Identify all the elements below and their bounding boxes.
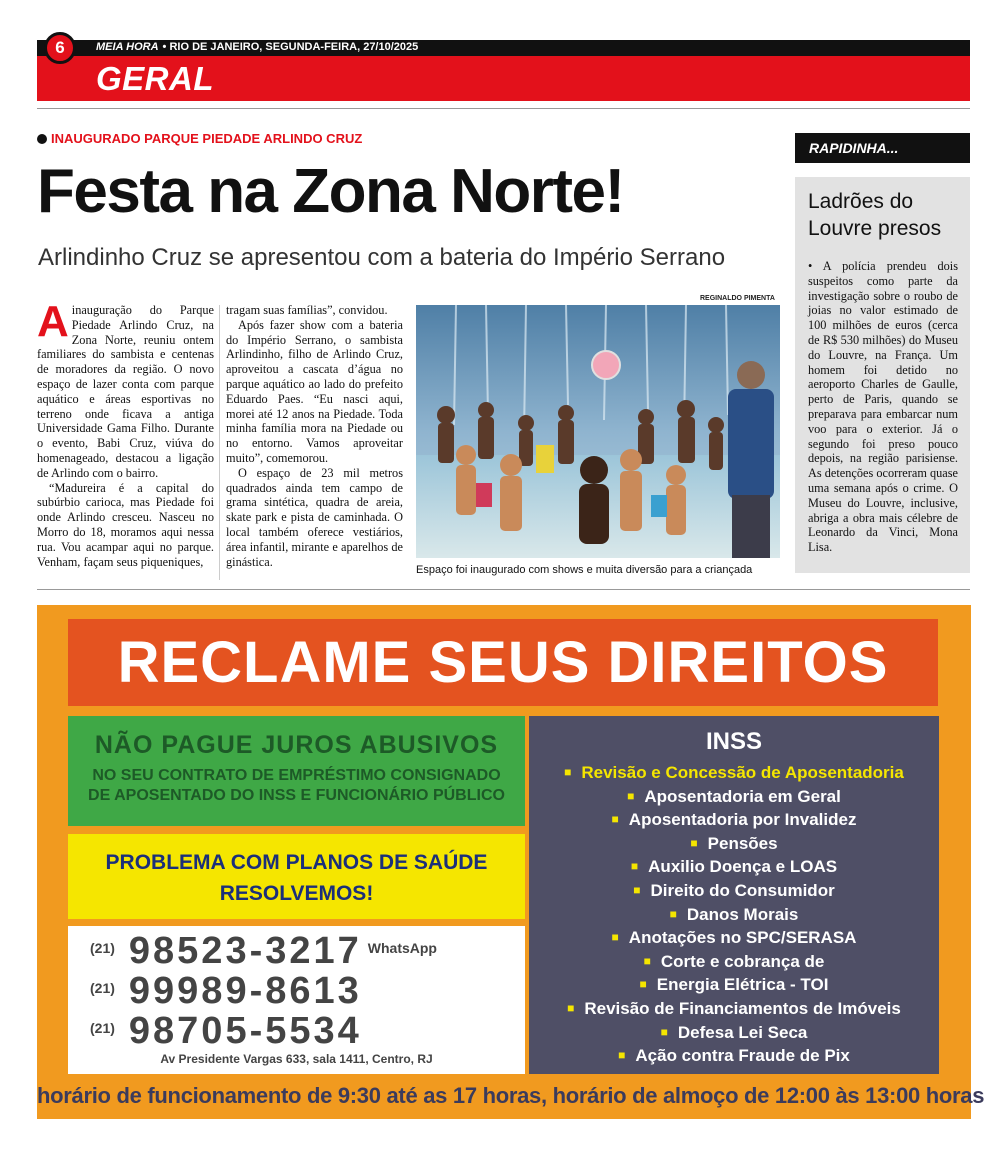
phone-number[interactable]: 98523-3217 [128,930,362,972]
bullet-icon: ■ [630,859,639,874]
bullet-icon: ■ [669,906,677,921]
bullet-icon: ■ [690,835,698,850]
article-column-1 [37,297,214,569]
bullet-icon [37,134,47,144]
subheadline: Arlindinho Cruz se apresentou com a bateria do Império Serrano [38,244,726,271]
ad-green-box [68,716,525,826]
publication-name: MEIA HORA [96,41,159,53]
ad-yellow-line-1: PROBLEMA COM PLANOS DE SAÚDE [105,851,488,874]
column-divider [219,305,220,580]
list-item: ■ Anotações no SPC/SERASA [611,928,857,948]
phone-number[interactable]: 98705-5534 [128,1010,362,1052]
list-item: ■ Pensões [690,833,778,853]
headline: Festa na Zona Norte! [37,157,624,226]
list-item: ■ Ação contra Fraude de Pix [618,1046,850,1066]
ad-yellow-line-2: RESOLVEMOS! [219,882,374,905]
list-item: ■ Corte e cobrança de [643,951,825,971]
ad-yellow-box [68,834,525,919]
list-item: ■ Energia Elétrica - TOI [639,975,829,995]
article-paragraph: O espaço de 23 mil metros quadrados ainda tem campo de grama sintética, quadra de areia, skate park e pista de caminhada. O local também oferece vestiários, área infantil, mirante e aparelhos de ginástica. [226,465,403,569]
list-item: ■ Danos Morais [669,904,799,924]
phone-number[interactable]: 99989-8613 [128,970,362,1012]
ad-hours: horário de funcionamento de 9:30 até as 17 horas, horário de almoço de 12:00 às 13:00 horas [37,1083,985,1108]
phone-line: (21) 98523-3217 WhatsApp [90,930,437,972]
bullet-icon: ■ [639,977,647,992]
ad-banner: RECLAME SEUS DIREITOS [68,619,938,706]
kicker-text: INAUGURADO PARQUE PIEDADE ARLINDO CRUZ [51,131,363,146]
list-item: ■ Defesa Lei Seca [660,1022,808,1042]
list-item: ■ Auxilio Doença e LOAS [630,857,838,877]
sidebar-text: • A polícia prendeu dois suspeitos como parte da investigação sobre o roubo de joias no valor estimado de 100 milhões de euros (cerca de R$ 530 milhões) do Museu do Louvre, na França. Um homem foi detido no aeroporto Charles de Gaulle, perto de Paris, quando se preparava para embarcar num voo para o exterior. Já o segundo foi preso pouco depois, na região parisiense. As detenções ocorreram quase uma semana após o crime. O Museu do Louvre, inclusive, abriga a obra mais célebre de Leonardo da Vinci, Mona Lisa. [808,259,958,555]
divider [37,108,970,109]
inss-title: INSS [705,728,762,755]
bullet-icon: ■ [567,1000,575,1015]
kicker [37,131,362,146]
bullet-icon: ■ [660,1024,668,1039]
divider [37,589,970,590]
list-item: ■ Aposentadoria em Geral [627,786,841,806]
article-paragraph: “Madureira é a capital do subúrbio carioca, mas Piedade foi onde Arlindo cresceu. Nasceu no Morro do 18, moramos aqui nessa rua. Vou acampar aqui no parque. Venham, façam seus piqueniques, [37,480,214,569]
ad-green-line-1: NO SEU CONTRATO DE EMPRÉSTIMO CONSIGNADO [92,767,501,784]
list-item: ■ Revisão de Financiamentos de Imóveis [567,998,901,1018]
ad-inss-box [529,716,939,1074]
phone-line: (21) 98705-5534 [90,1010,362,1052]
whatsapp-label: WhatsApp [367,940,437,956]
phone-line: (21) 99989-8613 [90,970,362,1012]
page-number: 6 [44,32,76,64]
section-title: GERAL [96,60,214,97]
list-item: ■ Aposentadoria por Invalidez [611,810,857,830]
article-photo [416,305,780,558]
ad-green-title: NÃO PAGUE JUROS ABUSIVOS [94,731,499,759]
bullet-icon: ■ [633,882,641,897]
water-park-crowd-image [416,305,780,558]
list-item: ■ Revisão e Concessão de Aposentadoria [564,763,904,782]
bullet-icon: ■ [611,812,619,827]
photo-caption: Espaço foi inaugurado com shows e muita diversão para a criançada [416,564,753,576]
ad-address: Av Presidente Vargas 633, sala 1411, Centro, RJ [160,1052,433,1066]
dateline: • RIO DE JANEIRO, SEGUNDA-FEIRA, 27/10/2025 [162,41,419,53]
article-paragraph: tragam suas famílias”, convidou. [226,303,388,317]
sidebar-tag: RAPIDINHA... [795,133,970,163]
list-item: ■ Direito do Consumidor [633,880,835,900]
bullet-icon: ■ [611,930,619,945]
bullet-icon: ■ [643,953,651,968]
bullet-icon: ■ [618,1048,626,1063]
sidebar-title: Ladrões do Louvre presos [808,190,942,240]
bullet-icon: ■ [627,788,635,803]
ad-green-line-2: DE APOSENTADO DO INSS E FUNCIONÁRIO PÚBLICO [88,787,505,804]
ad-phone-box [68,926,525,1074]
article-column-2 [226,303,403,569]
article-paragraph: Após fazer show com a bateria do Império Serrano, o sambista Arlindinho, filho de Arlindo Cruz, aproveitou a cascata d’água no parque aquático ao lado do prefeito Eduardo Paes. “Eu nasci aqui, morei até 12 anos na Piedade. Toda minha família mora na Piedade ou no entorno. Vamos aproveitar muito”, comemorou. [226,317,403,465]
dropcap: A [37,297,69,346]
photo-credit: REGINALDO PIMENTA [700,295,775,302]
article-paragraph: Ainauguração do Parque Piedade Arlindo Cruz, na Zona Norte, reuniu ontem familiares do sambista e centenas de moradores da região. O novo espaço de lazer conta com parque aquático e áreas esportivas no terreno onde ficava a antiga Universidade Gama Filho. Durante o evento, Babi Cruz, viúva do homenageado, destacou a ligação de Arlindo com o bairro. [37,297,214,480]
inss-service-list [529,761,939,1068]
header-dateline [96,41,418,53]
bullet-icon: ■ [564,765,572,779]
